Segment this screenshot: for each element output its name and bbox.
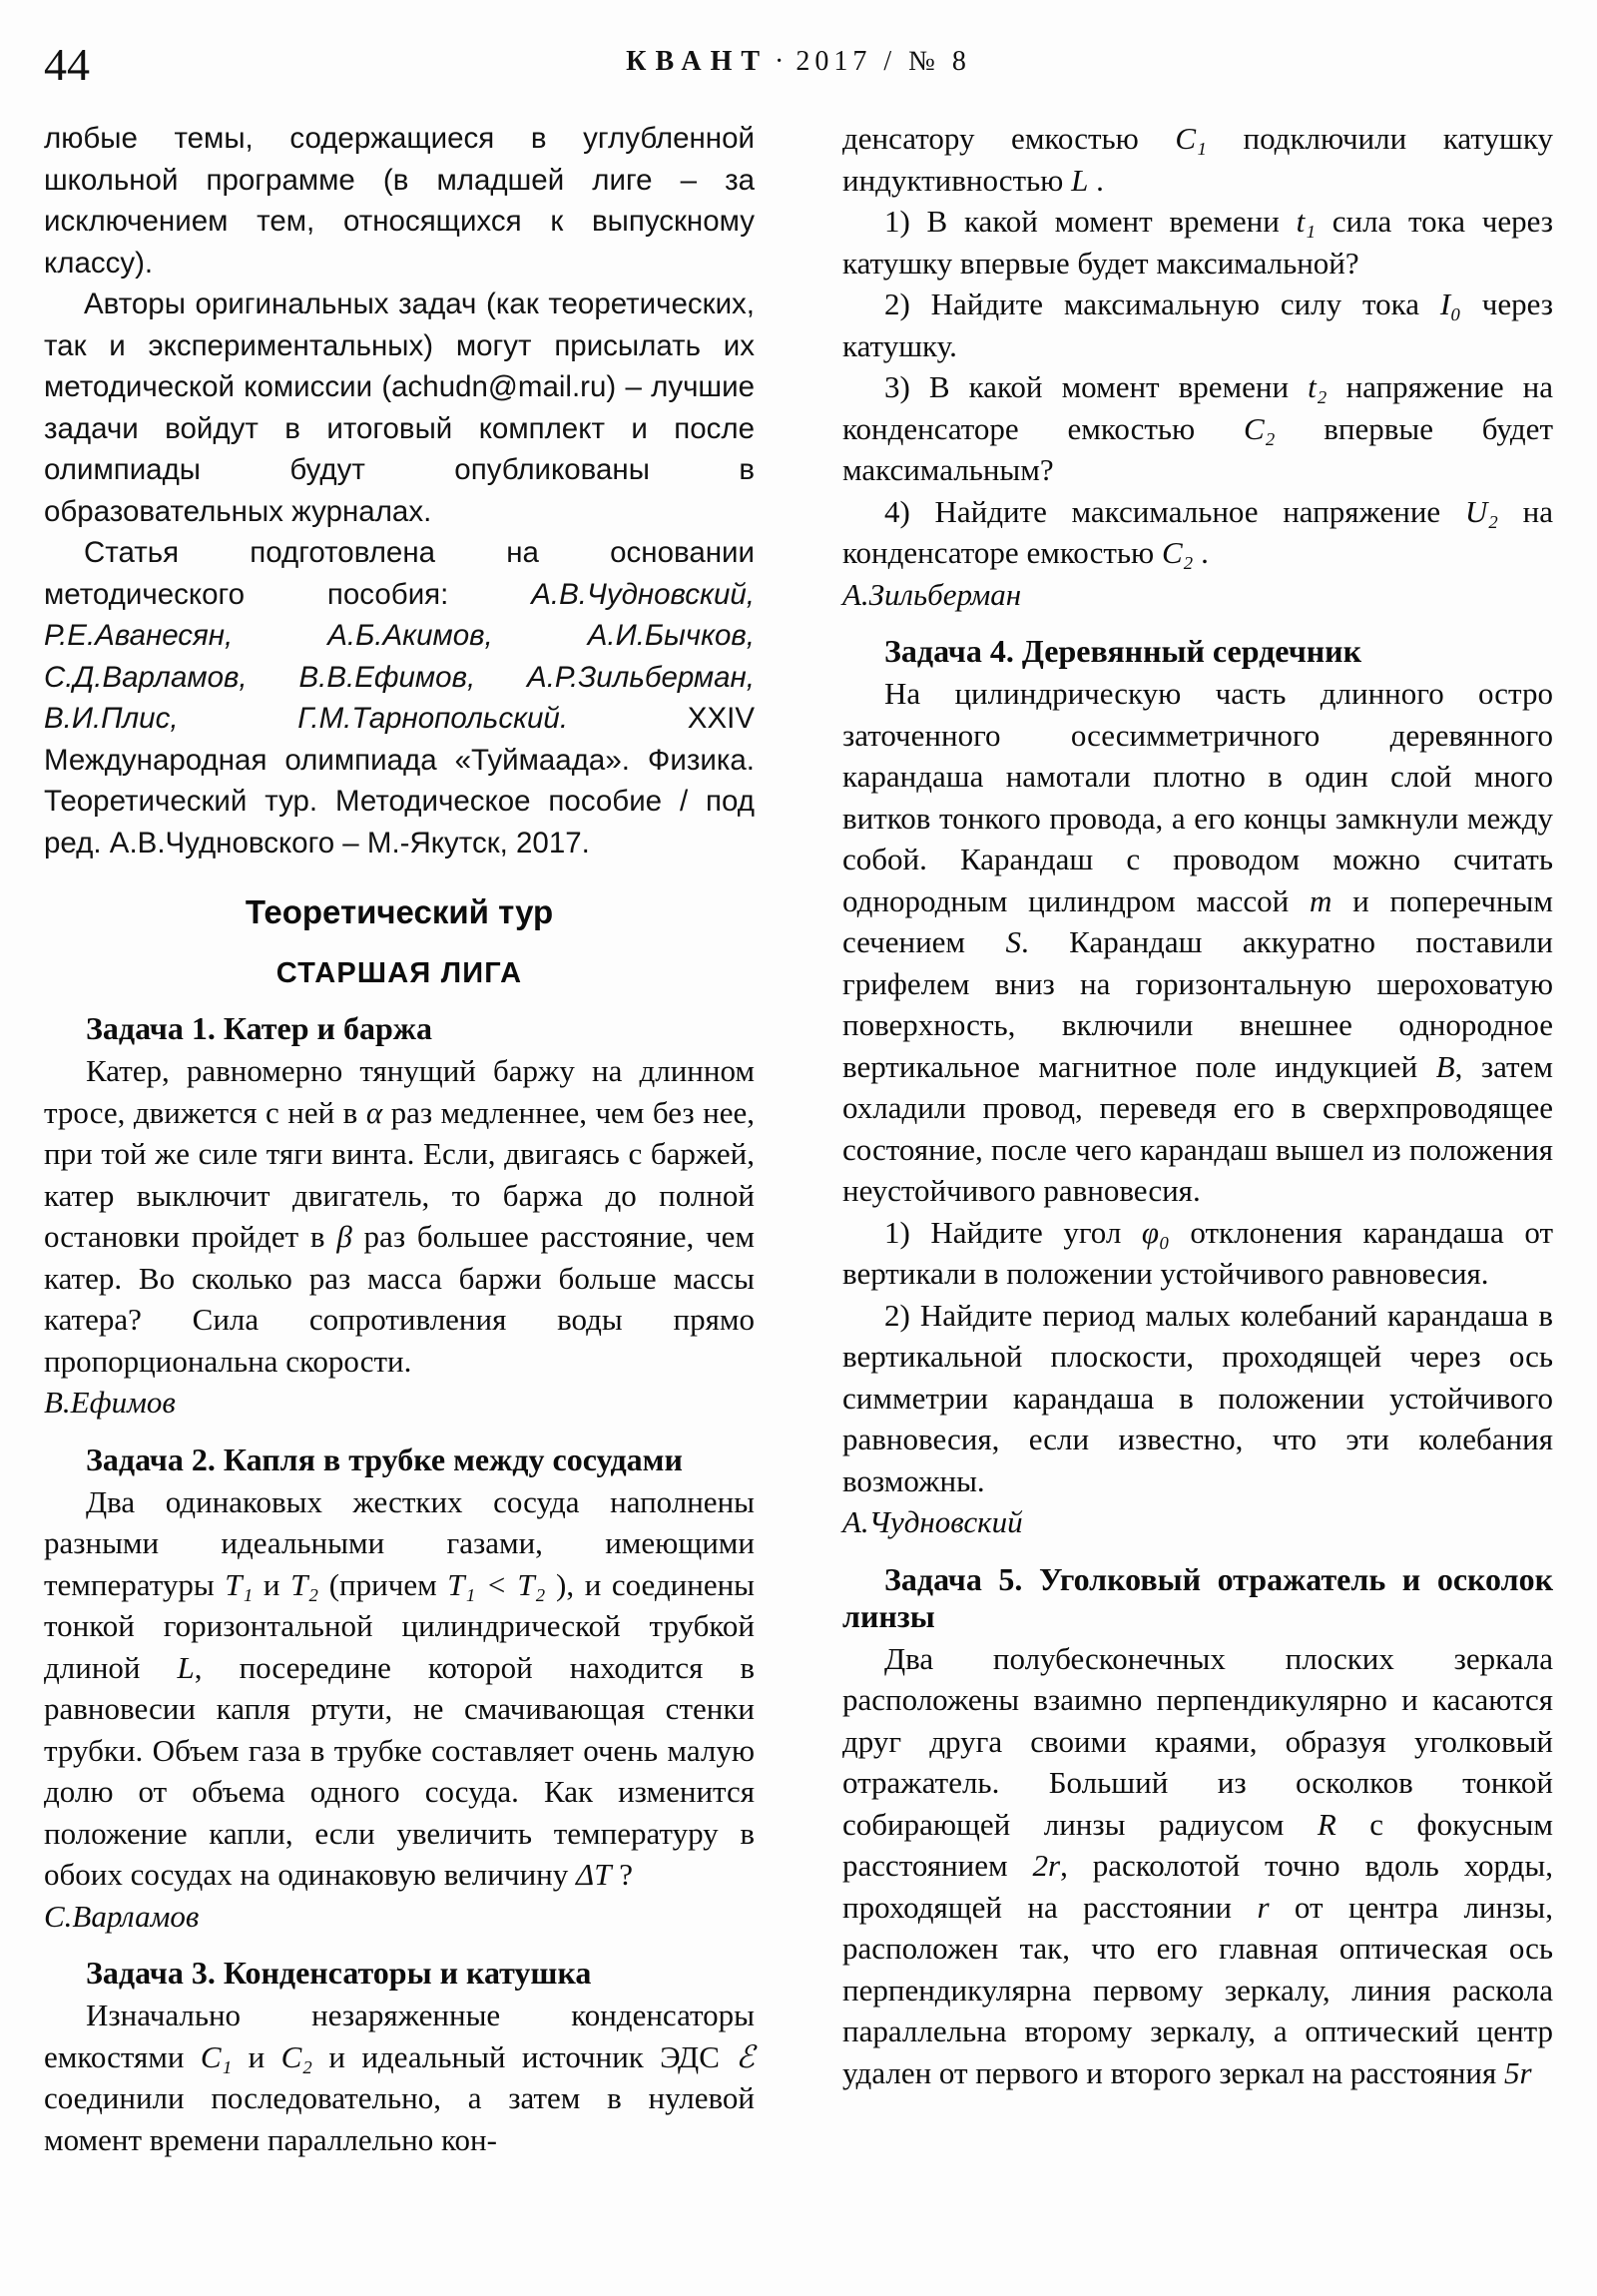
task-4-question-1 [842, 1212, 1553, 1295]
task-4-text-3: . Карандаш аккуратно поставили грифелем вниз на горизонтальную шероховатую поверхность, включили внешнее однородное вертикальное магнитное поле индукцией [842, 924, 1553, 1084]
variable-U2: U₂ [1464, 493, 1498, 529]
task-4-heading: Задача 4. Деревянный сердечник [884, 633, 1362, 669]
two-column-body [44, 118, 1553, 2264]
task-3-body [44, 1995, 755, 2160]
task-2-text-3: (причем [318, 1566, 448, 1602]
t4-q1-pre: 1) Найдите угол [884, 1214, 1142, 1250]
running-head [0, 38, 1597, 98]
task-4 [842, 633, 1553, 1543]
variable-T2: T₂ [290, 1566, 319, 1602]
task-5-text-2: с фокусным расстоянием [842, 1806, 1554, 1883]
variable-C2: C₂ [280, 2038, 313, 2074]
q4-post: . [1193, 535, 1209, 570]
variable-L-cont: L [1071, 162, 1089, 198]
task-1-author: В.Ефимов [44, 1385, 176, 1420]
intro-block [44, 118, 755, 863]
source-note-suffix: XXIV Международная олимпиада «Туймаада». Физика. Теоретический тур. Методическое пособие / под ред. А.В.Чудновского – М.-Якутск, 2017. [44, 702, 755, 860]
task-2 [44, 1441, 755, 1938]
tour-heading: Теоретический тур [245, 893, 554, 930]
task-2-text-1: Два одинаковых жестких сосуда наполнены разными идеальными газами, имеющими температуры [44, 1483, 755, 1602]
task-3-question-1 [842, 201, 1553, 284]
task-2-author: С.Варламов [44, 1898, 200, 1934]
task-2-text-4: ), и соединены тонкой горизонтальной цилиндрической трубкой длиной [44, 1566, 755, 1685]
variable-I0: I₀ [1439, 287, 1461, 321]
task-3-heading: Задача 3. Конденсаторы и катушка [86, 1955, 592, 1991]
task-1-heading: Задача 1. Катер и баржа [86, 1010, 432, 1046]
task-1-text-1: Катер, равномерно тянущий баржу на длинном тросе, движется с ней в [44, 1053, 755, 1130]
task-2-body [44, 1481, 755, 1896]
intro-paragraph-1: любые темы, содержащиеся в углубленной школьной программе (в младшей лиге – за исключением тем, относящихся к выпускному классу). [44, 122, 755, 280]
task-5-heading: Задача 5. Уголковый отражатель и осколок линзы [842, 1560, 1553, 1634]
task-5 [842, 1561, 1553, 2094]
journal-title-line [0, 46, 1597, 78]
variable-delta-T: ΔT [576, 1857, 612, 1892]
journal-issue: 2017 / № 8 [796, 46, 971, 77]
q3-mid: напряжение на конденсаторе емкостью [842, 369, 1553, 446]
variable-S: S [1005, 924, 1021, 959]
t4-q1-post: отклонения карандаша от вертикали в положении устойчивого равновесия. [842, 1214, 1553, 1291]
task-5-text-4: от центра линзы, расположен так, что его главная оптическая ось перпендикулярна первому зеркалу, линия раскола параллельна второму зеркалу, а оптический центр удален от первого и второго зеркал на расстояния [842, 1889, 1553, 2090]
q2-pre: 2) Найдите максимальную силу тока [884, 287, 1440, 321]
right-column [842, 118, 1553, 2264]
variable-5r: 5r [1504, 2054, 1532, 2090]
variable-m: m [1309, 882, 1332, 918]
task-3-author: А.Зильберман [842, 576, 1022, 612]
task-5-text-3: , расколотой точно вдоль хорды, проходящей на расстоянии [842, 1848, 1553, 1925]
task-2-heading: Задача 2. Капля в трубке между сосудами [86, 1440, 683, 1477]
task-3-text-1: Изначально незаряженные конденсаторы емкостями [44, 1998, 755, 2074]
task-3-text-4: соединили последовательно, а затем в нулевой момент времени параллельно кон- [44, 2080, 755, 2157]
variable-phi0: φ₀ [1141, 1214, 1170, 1250]
variable-C2-q4: C₂ [1161, 535, 1194, 570]
variable-C2-q3: C₂ [1244, 410, 1276, 446]
variable-emf: ℰ [736, 2038, 755, 2074]
q4-pre: 4) Найдите максимальное напряжение [884, 493, 1465, 529]
variable-t1: t₁ [1296, 204, 1316, 239]
task-3-text-2: и [232, 2038, 281, 2074]
task-4-text-1: На цилиндрическую часть длинного остро заточенного осесимметричного деревянного карандаша намотали плотно в один слой много витков тонкого провода, а его концы замкнули между собой. Карандаш с проводом можно считать однородным цилиндром массой [842, 676, 1553, 918]
task-4-text-4: , затем охладили провод, переведя его в сверхпроводящее состояние, после чего карандаш вышел из положения неустойчивого равновесия. [842, 1048, 1553, 1208]
variable-L: L [177, 1649, 195, 1685]
variable-C1: C₁ [200, 2038, 233, 2074]
task-4-body [842, 673, 1553, 1212]
task-2-text-2: и [253, 1566, 291, 1602]
variable-alpha: α [365, 1094, 383, 1130]
q2-post: через катушку. [842, 287, 1554, 363]
q3-pre: 3) В какой момент времени [884, 369, 1309, 404]
task-3 [44, 1955, 755, 2160]
variable-t2: t₂ [1308, 369, 1328, 404]
task-4-text-2: и поперечным сечением [842, 882, 1553, 959]
task-5-body [842, 1638, 1553, 2094]
header-separator: · [775, 46, 791, 77]
source-note-prefix: Статья подготовлена на основании методического пособия: [44, 536, 755, 611]
task-3-cont-text-1: денсатору емкостью [842, 121, 1176, 156]
league-heading: СТАРШАЯ ЛИГА [275, 957, 523, 989]
task-3-cont-text-3: . [1088, 162, 1104, 198]
task-1-text-3: раз большее расстояние, чем катер. Во сколько раз масса баржи больше массы катера? Сила сопротивления воды прямо пропорциональна скорости. [44, 1219, 755, 1379]
task-3-cont-body [842, 118, 1553, 201]
task-5-text-1: Два полубесконечных плоских зеркала расположены взаимно перпендикулярно и касаются друг друга своими краями, образуя уголковый отражатель. Больший из осколков тонкой собирающей линзы радиусом [842, 1640, 1553, 1842]
task-1 [44, 1010, 755, 1424]
q3-post: впервые будет максимальным? [842, 410, 1553, 487]
variable-B: B [1435, 1048, 1455, 1084]
task-2-text-6: ? [611, 1857, 633, 1892]
task-4-author: А.Чудновский [842, 1504, 1023, 1539]
task-3-question-3 [842, 366, 1553, 491]
variable-C1-cont: C₁ [1175, 121, 1207, 156]
task-3-text-3: и идеальный источник ЭДС [312, 2038, 737, 2074]
task-4-question-2: 2) Найдите период малых колебаний карандаша в вертикальной плоскости, проходящей через ось симметрии карандаша в положении устойчивого равновесия, если известно, что эти колебания возможны. [842, 1297, 1553, 1498]
q1-post: сила тока через катушку впервые будет максимальной? [842, 204, 1553, 281]
condition-T1-lt-T2: T₁ < T₂ [447, 1566, 546, 1602]
variable-beta: β [336, 1219, 352, 1254]
task-3-cont-text-2: подключили катушку индуктивностью [842, 121, 1553, 198]
q1-pre: 1) В какой момент времени [884, 204, 1297, 239]
task-1-text-2: раз медленнее, чем без нее, при той же силе тяги винта. Если, двигаясь с баржей, катер выключит двигатель, то баржа до полной остановки пройдет в [44, 1094, 755, 1254]
variable-T1: T₁ [225, 1566, 254, 1602]
variable-r: r [1257, 1889, 1270, 1925]
journal-name: КВАНТ [626, 46, 770, 77]
page-number: 44 [44, 39, 90, 90]
task-2-text-5: , посередине которой находится в равновесии капля ртути, не смачивающая стенки трубки. Объем газа в трубке составляет очень малую долю от объема одного сосуда. Как изменится положение капли, если увеличить температуру в обоих сосудах на одинаковую величину [44, 1649, 755, 1892]
task-3-continued [842, 118, 1553, 615]
variable-2r: 2r [1032, 1848, 1061, 1883]
task-3-question-2 [842, 284, 1553, 366]
q4-mid: на конденсаторе емкостью [842, 493, 1553, 570]
source-note [44, 532, 755, 863]
intro-paragraph-2: Авторы оригинальных задач (как теоретических, так и экспериментальных) могут присылать их методической комиссии (achudn@mail.ru) – лучшие задачи войдут в итоговый комплект и после олимпиады будут опубликованы в образовательных журналах. [44, 287, 755, 528]
left-column [44, 118, 755, 2264]
task-3-question-4 [842, 491, 1553, 574]
variable-R: R [1317, 1806, 1336, 1842]
source-note-authors: А.В.Чудновский, Р.Е.Аванесян, А.Б.Акимов, А.И.Бычков, С.Д.Варламов, В.В.Ефимов, А.Р.Зильберман, В.И.Плис, Г.М.Тарнопольский. [44, 577, 755, 735]
task-1-body [44, 1050, 755, 1382]
